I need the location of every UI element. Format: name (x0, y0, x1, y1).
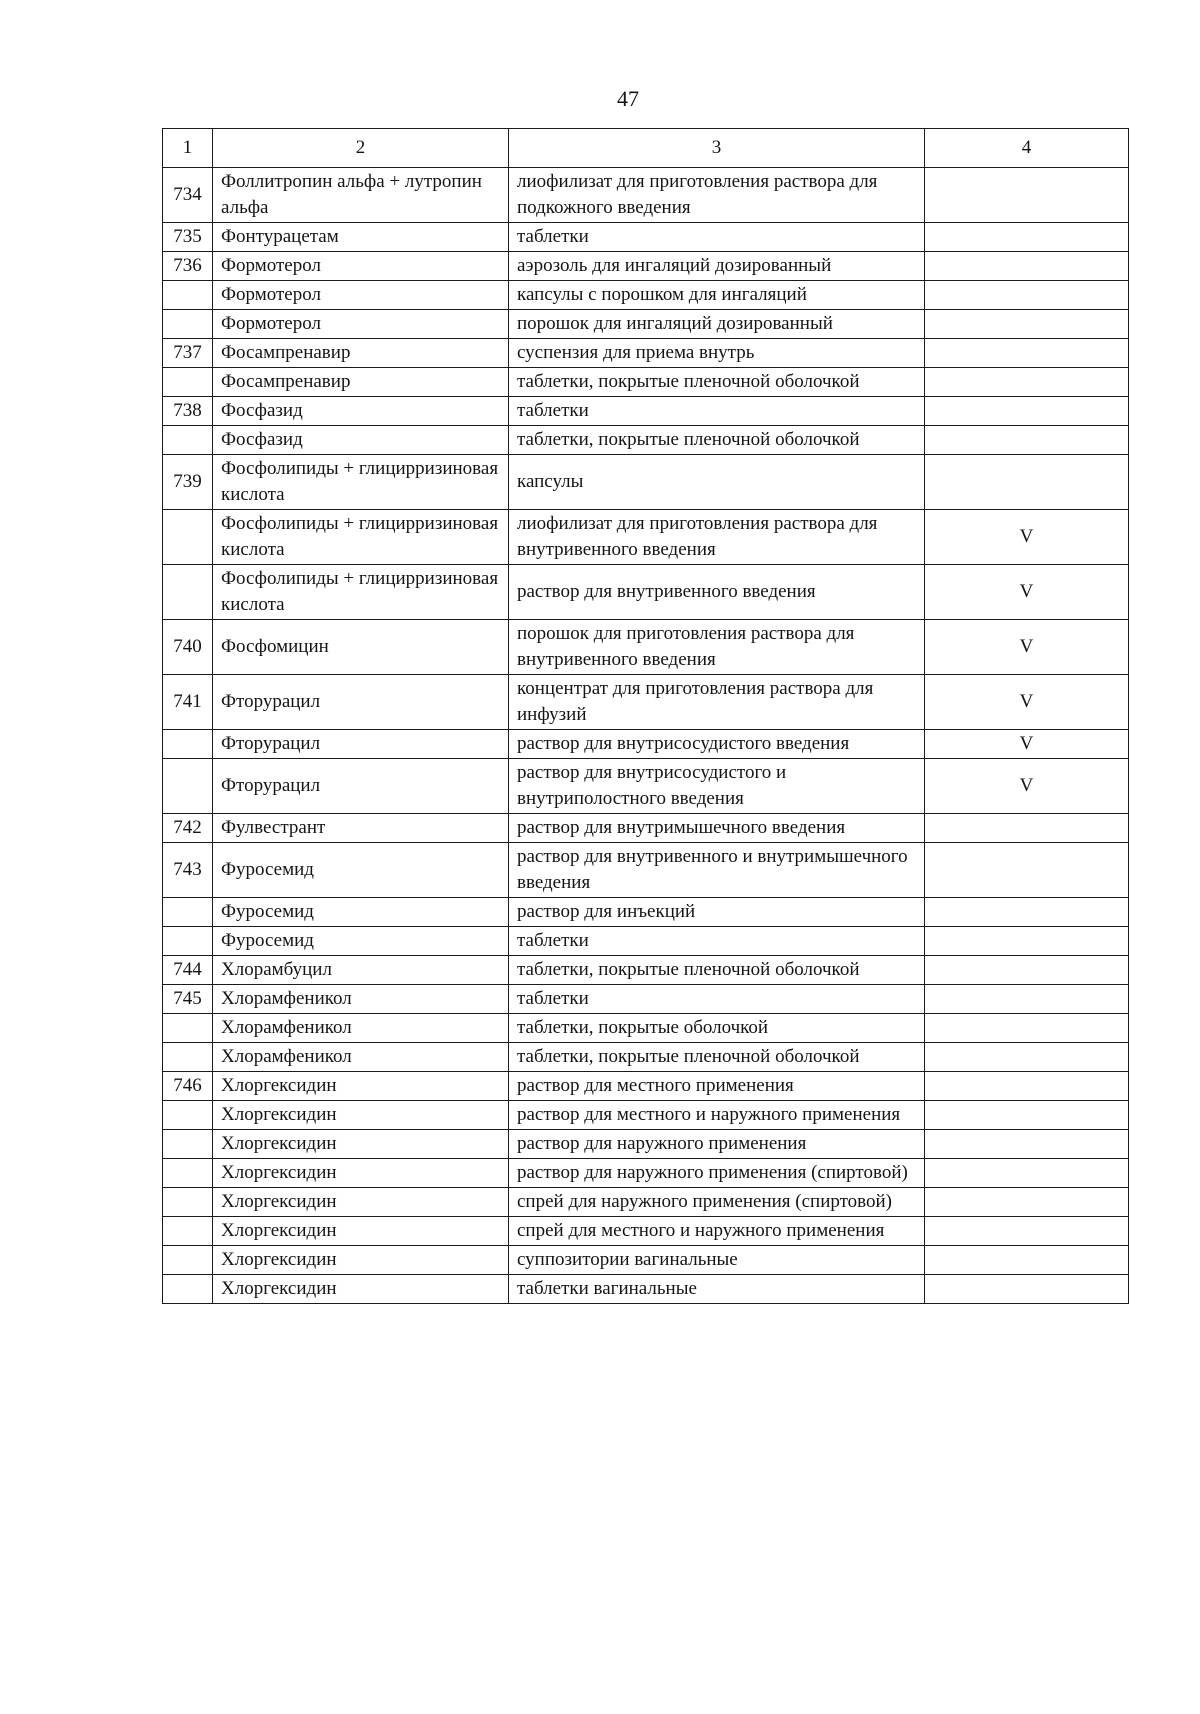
row-number-cell: 743 (163, 843, 213, 898)
row-number-cell (163, 281, 213, 310)
mark-cell (925, 985, 1129, 1014)
table-row (163, 168, 1129, 223)
table-row (163, 675, 1129, 730)
row-number-cell (163, 730, 213, 759)
mark-cell (925, 956, 1129, 985)
dosage-form-cell: таблетки, покрытые оболочкой (509, 1014, 925, 1043)
mark-cell (925, 1246, 1129, 1275)
drug-name-cell: Формотерол (213, 281, 509, 310)
row-number-cell: 736 (163, 252, 213, 281)
drug-name-cell: Хлоргексидин (213, 1159, 509, 1188)
drug-name-cell: Хлорамфеникол (213, 985, 509, 1014)
drug-name-cell: Хлорамфеникол (213, 1043, 509, 1072)
row-number-cell (163, 759, 213, 814)
dosage-form-cell: таблетки, покрытые пленочной оболочкой (509, 956, 925, 985)
row-number-cell (163, 1275, 213, 1304)
dosage-form-cell: таблетки (509, 223, 925, 252)
drug-name-cell: Фосфолипиды + глицирризиновая кислота (213, 510, 509, 565)
table-body (163, 168, 1129, 1304)
mark-cell: V (925, 510, 1129, 565)
table-row (163, 1014, 1129, 1043)
mark-cell (925, 1014, 1129, 1043)
table-row (163, 814, 1129, 843)
mark-cell (925, 426, 1129, 455)
row-number-cell (163, 310, 213, 339)
table-row (163, 281, 1129, 310)
drug-table (162, 128, 1129, 1304)
drug-name-cell: Формотерол (213, 252, 509, 281)
table-header-row (163, 129, 1129, 168)
header-col-2: 2 (213, 129, 509, 168)
dosage-form-cell: суспензия для приема внутрь (509, 339, 925, 368)
dosage-form-cell: таблетки, покрытые пленочной оболочкой (509, 1043, 925, 1072)
dosage-form-cell: аэрозоль для ингаляций дозированный (509, 252, 925, 281)
mark-cell (925, 1101, 1129, 1130)
drug-name-cell: Фосампренавир (213, 368, 509, 397)
dosage-form-cell: лиофилизат для приготовления раствора для внутривенного введения (509, 510, 925, 565)
row-number-cell (163, 927, 213, 956)
dosage-form-cell: порошок для ингаляций дозированный (509, 310, 925, 339)
table-row (163, 927, 1129, 956)
drug-name-cell: Фторурацил (213, 730, 509, 759)
table-row (163, 1072, 1129, 1101)
dosage-form-cell: капсулы (509, 455, 925, 510)
mark-cell (925, 339, 1129, 368)
table-row (163, 620, 1129, 675)
row-number-cell: 739 (163, 455, 213, 510)
drug-name-cell: Фосампренавир (213, 339, 509, 368)
table-row (163, 985, 1129, 1014)
drug-name-cell: Хлоргексидин (213, 1246, 509, 1275)
drug-name-cell: Фосфазид (213, 426, 509, 455)
table-row (163, 1217, 1129, 1246)
dosage-form-cell: лиофилизат для приготовления раствора для подкожного введения (509, 168, 925, 223)
table-row (163, 843, 1129, 898)
table-row (163, 1188, 1129, 1217)
dosage-form-cell: раствор для внутрисосудистого и внутриполостного введения (509, 759, 925, 814)
dosage-form-cell: спрей для местного и наружного применения (509, 1217, 925, 1246)
mark-cell (925, 1159, 1129, 1188)
dosage-form-cell: раствор для внутримышечного введения (509, 814, 925, 843)
drug-name-cell: Фонтурацетам (213, 223, 509, 252)
table-row (163, 1130, 1129, 1159)
dosage-form-cell: раствор для внутривенного и внутримышечного введения (509, 843, 925, 898)
drug-name-cell: Фторурацил (213, 675, 509, 730)
row-number-cell (163, 565, 213, 620)
mark-cell (925, 281, 1129, 310)
drug-name-cell: Фулвестрант (213, 814, 509, 843)
row-number-cell (163, 1130, 213, 1159)
mark-cell (925, 1188, 1129, 1217)
drug-name-cell: Хлорамбуцил (213, 956, 509, 985)
table-row (163, 339, 1129, 368)
row-number-cell (163, 1246, 213, 1275)
row-number-cell: 740 (163, 620, 213, 675)
drug-name-cell: Хлоргексидин (213, 1275, 509, 1304)
mark-cell (925, 455, 1129, 510)
mark-cell: V (925, 730, 1129, 759)
mark-cell (925, 814, 1129, 843)
header-col-1: 1 (163, 129, 213, 168)
table-row (163, 455, 1129, 510)
mark-cell (925, 927, 1129, 956)
table-row (163, 1275, 1129, 1304)
dosage-form-cell: раствор для местного и наружного применения (509, 1101, 925, 1130)
table-row (163, 510, 1129, 565)
row-number-cell (163, 1043, 213, 1072)
table-row (163, 252, 1129, 281)
mark-cell: V (925, 675, 1129, 730)
dosage-form-cell: таблетки вагинальные (509, 1275, 925, 1304)
row-number-cell (163, 426, 213, 455)
row-number-cell: 738 (163, 397, 213, 426)
row-number-cell: 741 (163, 675, 213, 730)
row-number-cell (163, 1101, 213, 1130)
mark-cell (925, 1130, 1129, 1159)
header-col-4: 4 (925, 129, 1129, 168)
row-number-cell (163, 898, 213, 927)
table-row (163, 956, 1129, 985)
table-row (163, 898, 1129, 927)
drug-name-cell: Фосфолипиды + глицирризиновая кислота (213, 565, 509, 620)
dosage-form-cell: таблетки, покрытые пленочной оболочкой (509, 368, 925, 397)
row-number-cell: 737 (163, 339, 213, 368)
row-number-cell: 734 (163, 168, 213, 223)
mark-cell (925, 1043, 1129, 1072)
page-number: 47 (617, 86, 639, 111)
dosage-form-cell: раствор для внутрисосудистого введения (509, 730, 925, 759)
dosage-form-cell: таблетки (509, 985, 925, 1014)
drug-name-cell: Формотерол (213, 310, 509, 339)
mark-cell (925, 1072, 1129, 1101)
row-number-cell (163, 1159, 213, 1188)
row-number-cell (163, 1188, 213, 1217)
table-row (163, 1246, 1129, 1275)
drug-name-cell: Хлоргексидин (213, 1217, 509, 1246)
drug-name-cell: Хлоргексидин (213, 1130, 509, 1159)
table-row (163, 368, 1129, 397)
row-number-cell (163, 368, 213, 397)
mark-cell (925, 223, 1129, 252)
row-number-cell (163, 1217, 213, 1246)
dosage-form-cell: таблетки (509, 927, 925, 956)
mark-cell (925, 252, 1129, 281)
mark-cell (925, 1275, 1129, 1304)
drug-name-cell: Фуросемид (213, 843, 509, 898)
dosage-form-cell: таблетки (509, 397, 925, 426)
mark-cell: V (925, 565, 1129, 620)
dosage-form-cell: капсулы с порошком для ингаляций (509, 281, 925, 310)
row-number-cell: 744 (163, 956, 213, 985)
table-row (163, 397, 1129, 426)
dosage-form-cell: раствор для внутривенного введения (509, 565, 925, 620)
drug-name-cell: Хлоргексидин (213, 1188, 509, 1217)
drug-name-cell: Фосфолипиды + глицирризиновая кислота (213, 455, 509, 510)
mark-cell (925, 1217, 1129, 1246)
drug-name-cell: Фторурацил (213, 759, 509, 814)
mark-cell: V (925, 620, 1129, 675)
drug-name-cell: Фуросемид (213, 927, 509, 956)
row-number-cell: 745 (163, 985, 213, 1014)
drug-name-cell: Фосфазид (213, 397, 509, 426)
table-row (163, 730, 1129, 759)
drug-name-cell: Хлоргексидин (213, 1072, 509, 1101)
table-row (163, 426, 1129, 455)
mark-cell: V (925, 759, 1129, 814)
dosage-form-cell: таблетки, покрытые пленочной оболочкой (509, 426, 925, 455)
mark-cell (925, 898, 1129, 927)
mark-cell (925, 168, 1129, 223)
table-row (163, 759, 1129, 814)
table-row (163, 223, 1129, 252)
drug-name-cell: Хлорамфеникол (213, 1014, 509, 1043)
drug-name-cell: Фуросемид (213, 898, 509, 927)
row-number-cell (163, 1014, 213, 1043)
dosage-form-cell: раствор для инъекций (509, 898, 925, 927)
table-row (163, 310, 1129, 339)
table-header (163, 129, 1129, 168)
mark-cell (925, 368, 1129, 397)
dosage-form-cell: раствор для наружного применения (509, 1130, 925, 1159)
drug-name-cell: Фоллитропин альфа + лутропин альфа (213, 168, 509, 223)
row-number-cell: 742 (163, 814, 213, 843)
mark-cell (925, 397, 1129, 426)
dosage-form-cell: раствор для местного применения (509, 1072, 925, 1101)
row-number-cell: 746 (163, 1072, 213, 1101)
row-number-cell (163, 510, 213, 565)
mark-cell (925, 310, 1129, 339)
table-row (163, 1043, 1129, 1072)
mark-cell (925, 843, 1129, 898)
header-col-3: 3 (509, 129, 925, 168)
table-row (163, 565, 1129, 620)
table-row (163, 1101, 1129, 1130)
dosage-form-cell: спрей для наружного применения (спиртовой) (509, 1188, 925, 1217)
drug-name-cell: Фосфомицин (213, 620, 509, 675)
drug-name-cell: Хлоргексидин (213, 1101, 509, 1130)
dosage-form-cell: концентрат для приготовления раствора для инфузий (509, 675, 925, 730)
table-row (163, 1159, 1129, 1188)
dosage-form-cell: суппозитории вагинальные (509, 1246, 925, 1275)
dosage-form-cell: раствор для наружного применения (спиртовой) (509, 1159, 925, 1188)
dosage-form-cell: порошок для приготовления раствора для внутривенного введения (509, 620, 925, 675)
row-number-cell: 735 (163, 223, 213, 252)
